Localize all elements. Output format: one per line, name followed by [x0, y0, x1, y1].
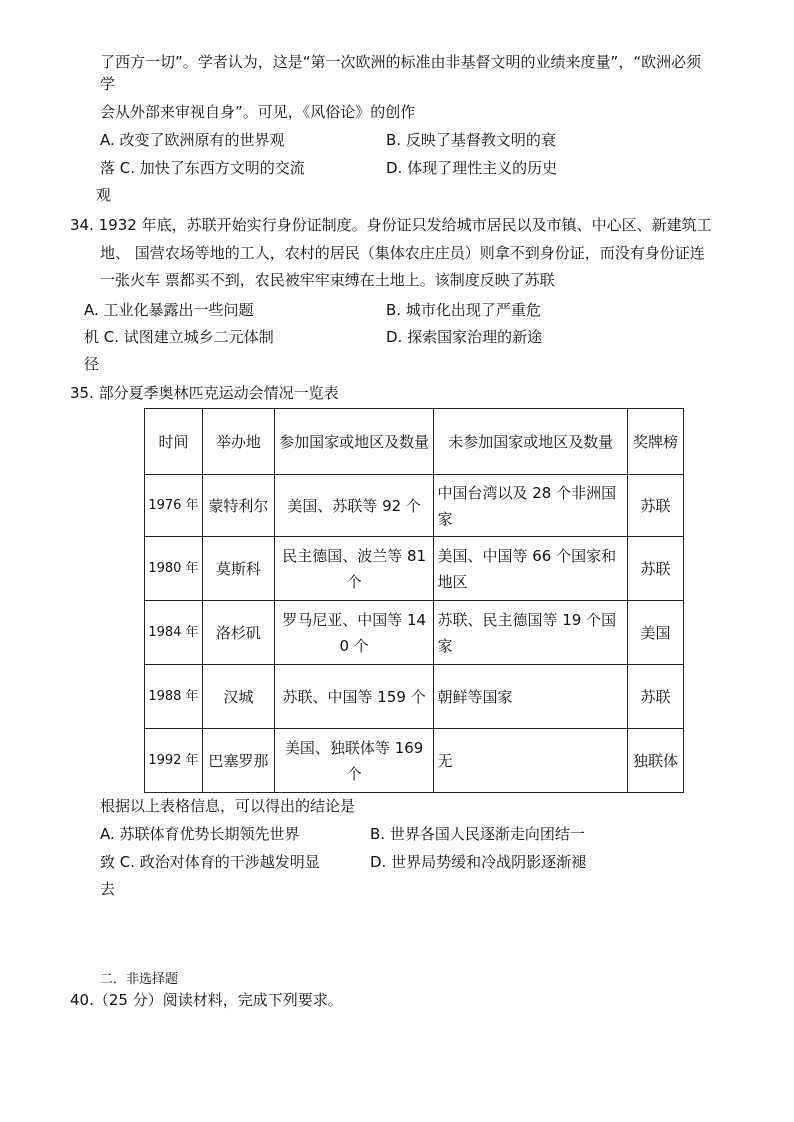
cell-joined: 美国、独联体等 169 个 [274, 729, 434, 793]
question-34-stem: 一张火车 票都买不到，农民被牢牢束缚在土地上。该制度反映了苏联 [100, 271, 555, 289]
option-d: D. 探索国家治理的新途 [386, 328, 543, 346]
option-c: 致 C. 政治对体育的干涉越发明显 [100, 853, 320, 871]
cell-year: 1988 年 [145, 665, 203, 729]
olympics-table [144, 408, 684, 793]
table-row [145, 729, 684, 793]
cell-top: 美国 [628, 601, 684, 665]
table-header: 举办地 [202, 409, 274, 475]
section-heading: 二．非选择题 [100, 972, 179, 987]
table-row [145, 475, 684, 537]
cell-top: 独联体 [628, 729, 684, 793]
cell-joined: 罗马尼亚、中国等 140 个 [274, 601, 434, 665]
option-a: A. 苏联体育优势长期领先世界 [100, 825, 300, 843]
text-line: 径 [84, 355, 100, 373]
option-b: B. 城市化出现了严重危 [386, 301, 541, 319]
option-a: A. 工业化暴露出一些问题 [84, 301, 254, 319]
text-line: 去 [100, 880, 116, 898]
table-header: 奖牌榜 [628, 409, 684, 475]
option-a: A. 改变了欧洲原有的世界观 [100, 131, 285, 149]
cell-year: 1984 年 [145, 601, 203, 665]
cell-absent: 无 [434, 729, 628, 793]
option-d: D. 体现了理性主义的历史 [386, 159, 558, 177]
cell-absent: 中国台湾以及 28 个非洲国 家 [434, 475, 628, 537]
cell-top: 苏联 [628, 475, 684, 537]
cell-top: 苏联 [628, 665, 684, 729]
table-header: 参加国家或地区及数量 [274, 409, 434, 475]
table-header: 时间 [145, 409, 203, 475]
cell-absent: 美国、中国等 66 个国家和 地区 [434, 537, 628, 601]
option-b: B. 反映了基督教文明的衰 [386, 131, 556, 149]
cell-city: 巴塞罗那 [202, 729, 274, 793]
option-c: 落 C. 加快了东西方文明的交流 [100, 159, 305, 177]
question-34-stem: 地、 国营农场等地的工人，农村的居民（集体农庄庄员）则拿不到身份证，而没有身份证连 [100, 244, 705, 262]
cell-city: 莫斯科 [202, 537, 274, 601]
option-d: D. 世界局势缓和冷战阴影逐渐褪 [370, 853, 587, 871]
question-40-stem: 40.（25 分）阅读材料，完成下列要求。 [70, 991, 343, 1009]
text-line: 会从外部来审视自身”。可见，《风俗论》的创作 [100, 103, 416, 121]
cell-absent: 朝鲜等国家 [434, 665, 628, 729]
cell-top: 苏联 [628, 537, 684, 601]
cell-city: 蒙特利尔 [202, 475, 274, 537]
cell-absent: 苏联、民主德国等 19 个国 家 [434, 601, 628, 665]
cell-joined: 民主德国、波兰等 81 个 [274, 537, 434, 601]
question-34-stem: 34. 1932 年底，苏联开始实行身份证制度。身份证只发给城市居民以及市镇、中心区、新建筑工 [70, 216, 712, 234]
cell-city: 洛杉矶 [202, 601, 274, 665]
cell-year: 1976 年 [145, 475, 203, 537]
cell-year: 1992 年 [145, 729, 203, 793]
cell-joined: 美国、苏联等 92 个 [274, 475, 434, 537]
table-header: 未参加国家或地区及数量 [434, 409, 628, 475]
table-row [145, 665, 684, 729]
text-line: 观 [96, 186, 112, 204]
cell-city: 汉城 [202, 665, 274, 729]
text-line: 学 [100, 75, 116, 93]
table-header-row [145, 409, 684, 475]
cell-year: 1980 年 [145, 537, 203, 601]
table-row [145, 537, 684, 601]
option-c: 机 C. 试图建立城乡二元体制 [84, 328, 274, 346]
question-35-title: 35. 部分夏季奥林匹克运动会情况一览表 [70, 384, 339, 402]
cell-joined: 苏联、中国等 159 个 [274, 665, 434, 729]
option-b: B. 世界各国人民逐渐走向团结一 [370, 825, 585, 843]
table-row [145, 601, 684, 665]
question-35-stem: 根据以上表格信息，可以得出的结论是 [100, 797, 356, 815]
text-line: 了西方一切”。学者认为，这是“第一次欧洲的标准由非基督文明的业绩来度量”，“欧洲必须 [100, 53, 702, 71]
